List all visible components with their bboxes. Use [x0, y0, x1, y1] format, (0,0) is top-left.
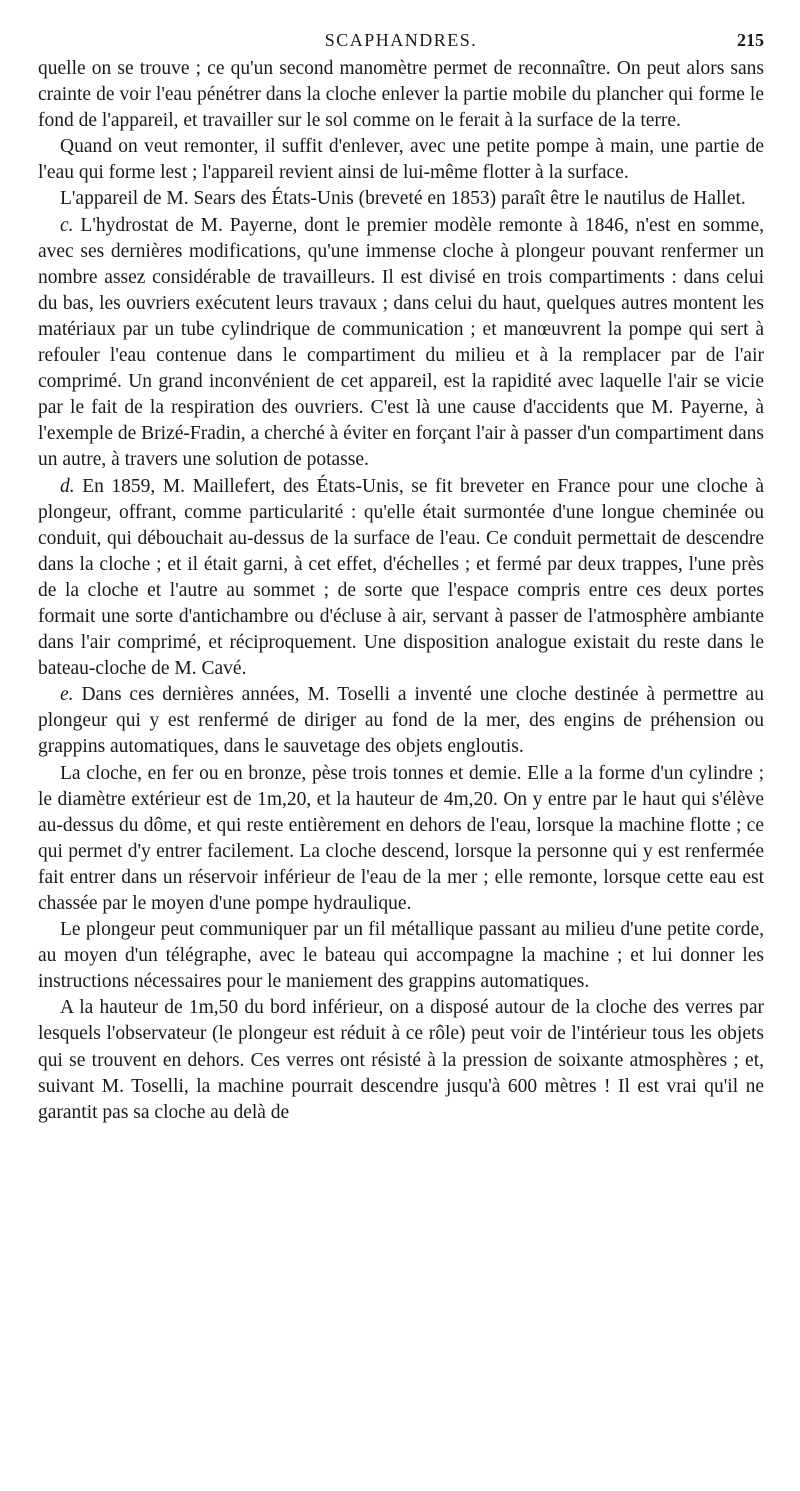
paragraph-text: L'appareil de M. Sears des États-Unis (breveté en 1853) paraît être le nautilus de Hallet. — [60, 188, 746, 210]
item-letter: e. — [60, 684, 74, 706]
page-header — [38, 26, 764, 56]
paragraph — [38, 917, 764, 995]
body-text — [38, 56, 764, 1126]
paragraph — [38, 56, 764, 134]
paragraph-text: Dans ces dernières années, M. Toselli a inventé une cloche destinée à permettre au plongeur qui y est renfermé de diriger au fond de la mer, des engins de préhension ou grappins automatiques, dans le sauvetage des objets engloutis. — [38, 684, 765, 758]
paragraph — [38, 761, 764, 918]
paragraph — [38, 995, 764, 1125]
item-letter: c. — [60, 214, 74, 236]
running-title: SCAPHANDRES. — [324, 30, 478, 50]
paragraph-text: A la hauteur de 1m,50 du bord inférieur, on a disposé autour de la cloche des verres par lesquels l'observateur (le plongeur est réduit à ce rôle) peut voir de l'intérieur tous les objets qui se trouvent en dehors. Ces verres ont résisté à la pression de soixante atmosphères ; et, suivant M. Toselli, la machine pourrait descendre jusqu'à 600 mètres ! Il est vrai qu'il ne garantit pas sa cloche au delà de — [38, 997, 764, 1123]
paragraph-text: quelle on se trouve ; ce qu'un second manomètre permet de reconnaître. On peut alors sans crainte de voir l'eau pénétrer dans la cloche enlever la partie mobile du plancher qui forme le fond de l'appareil, et travailler sur le sol comme on le ferait à la surface de la terre. — [38, 58, 764, 132]
paragraph-text: En 1859, M. Maillefert, des États-Unis, se fit breveter en France pour une cloche à plongeur, offrant, comme particularité : qu'elle était surmontée d'une longue cheminée ou conduit, qui débouchait au-dessus de la surface de l'eau. Ce conduit permettait de descendre dans la cloche ; et il était garni, à cet effet, d'échelles ; et fermé par deux trappes, l'une près de la cloche et l'autre au sommet ; de sorte que l'espace compris entre ces deux portes formait une sorte d'antichambre ou d'écluse à air, servant à passer de l'atmosphère ambiante dans l'air comprimé, et réciproquement. Une disposition analogue existait du reste dans le bateau-cloche de M. Cavé. — [38, 475, 765, 680]
paragraph — [38, 186, 764, 212]
paragraph — [38, 682, 764, 760]
paragraph — [38, 474, 764, 683]
paragraph — [38, 213, 764, 474]
paragraph-text: Le plongeur peut communiquer par un fil métallique passant au milieu d'une petite corde, au moyen d'un télégraphe, avec le bateau qui accompagne la machine ; et lui donner les instructions nécessaires pour le maniement des grappins automatiques. — [38, 919, 764, 993]
paragraph-text: L'hydrostat de M. Payerne, dont le premier modèle remonte à 1846, n'est en somme, avec ses dernières modifications, qu'une immense cloche à plongeur pouvant renfermer un nombre assez considérable de travailleurs. Il est divisé en trois compartiments : dans celui du bas, les ouvriers exécutent leurs travaux ; dans celui du haut, quelques autres montent les matériaux par un tube cylindrique de communication ; et manœuvrent la pompe qui sert à refouler l'eau contenue dans le compartiment du milieu et à la remplacer par de l'air comprimé. Un grand inconvénient de cet appareil, est la rapidité avec laquelle l'air se vicie par le fait de la respiration des ouvriers. C'est là une cause d'accidents que M. Payerne, à l'exemple de Brizé-Fradin, a cherché à éviter en forçant l'air à passer d'un compartiment dans un autre, à travers une solution de potasse. — [38, 214, 764, 471]
paragraph — [38, 134, 764, 186]
paragraph-text: La cloche, en fer ou en bronze, pèse trois tonnes et demie. Elle a la forme d'un cylindre ; le diamètre extérieur est de 1m,20, et la hauteur de 4m,20. On y entre par le haut qui s'élève au-dessus du dôme, et qui reste entièrement en dehors de l'eau, lorsque la machine flotte ; ce qui permet d'y entrer facilement. La cloche descend, lorsque la personne qui y est renfermée fait entrer dans un réservoir inférieur de l'eau de la mer ; elle remonte, lorsque cette eau est chassée par le moyen d'une pompe hydraulique. — [38, 762, 764, 914]
item-letter: d. — [60, 475, 75, 497]
page-number: 215 — [737, 30, 764, 50]
paragraph-text: Quand on veut remonter, il suffit d'enlever, avec une petite pompe à main, une partie de l'eau qui forme lest ; l'appareil revient ainsi de lui-même flotter à la surface. — [38, 136, 764, 184]
